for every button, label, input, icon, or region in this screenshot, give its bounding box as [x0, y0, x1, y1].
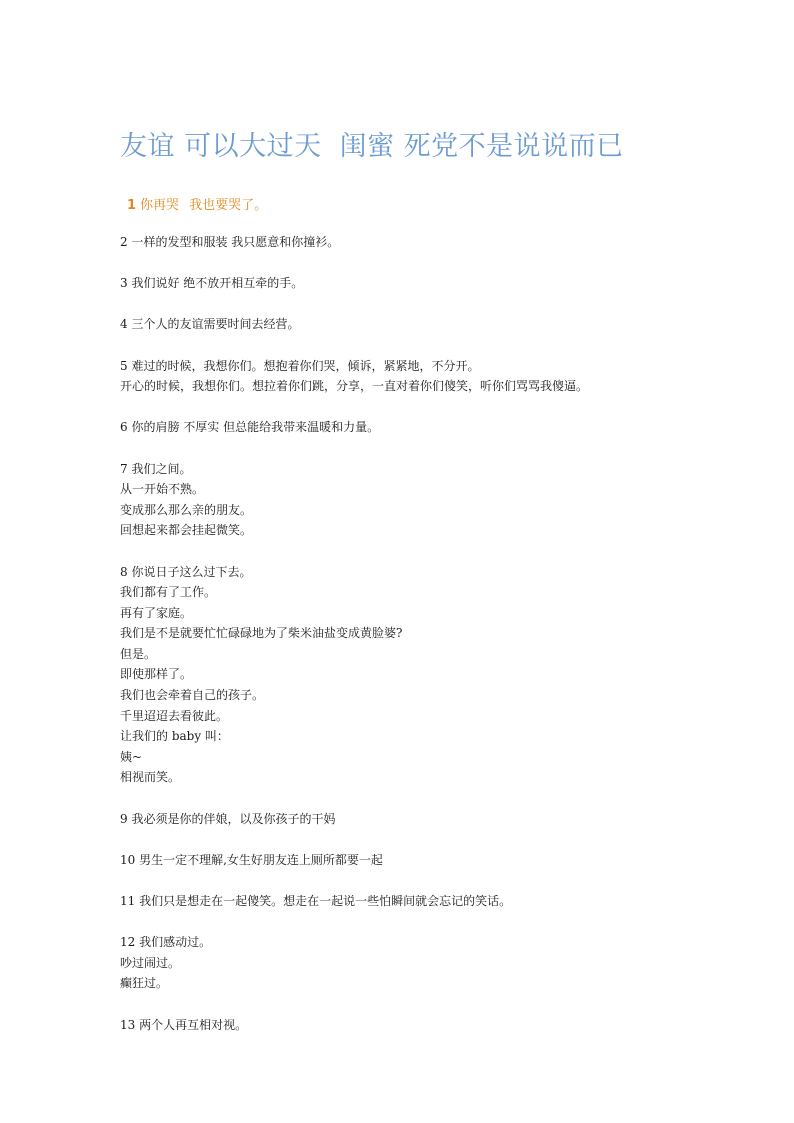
- paragraph: [120, 232, 720, 253]
- paragraph: [120, 356, 720, 397]
- paragraph: [120, 891, 720, 912]
- paragraph-line: 3 我们说好 绝不放开相互牵的手。: [120, 276, 304, 291]
- paragraph-line: 我们是不是就要忙忙碌碌地为了柴米油盐变成黄脸婆?: [120, 626, 403, 641]
- paragraph-line: 姨~: [120, 749, 143, 764]
- paragraph-line: 相视而笑。: [120, 770, 181, 785]
- first-item-text-1: 你再哭: [140, 198, 180, 213]
- paragraph: [120, 1015, 720, 1036]
- document-body: [120, 232, 720, 1056]
- paragraph-line: 癫狂过。: [120, 976, 169, 991]
- paragraph-line: 变成那么那么亲的朋友。: [120, 502, 253, 517]
- paragraph-line: 让我们的 baby 叫：: [120, 729, 229, 744]
- paragraph-line: 6 你的肩膀 不厚实 但总能给我带来温暖和力量。: [120, 420, 380, 435]
- paragraph-line: 8 你说日子这么过下去。: [120, 564, 252, 579]
- first-item-heading: [127, 194, 267, 213]
- paragraph-line: 回想起来都会挂起微笑。: [120, 523, 253, 538]
- paragraph-line: 再有了家庭。: [120, 605, 193, 620]
- paragraph-line: 10 男生一定不理解,女生好朋友连上厕所都要一起: [120, 852, 383, 867]
- paragraph-line: 11 我们只是想走在一起傻笑。想走在一起说一些怕瞬间就会忘记的笑话。: [120, 894, 512, 908]
- paragraph-line: 9 我必须是你的伴娘，以及你孩子的干妈: [120, 811, 336, 826]
- paragraph: [120, 850, 720, 871]
- paragraph: [120, 273, 720, 294]
- paragraph: [120, 459, 720, 541]
- paragraph-line: 开心的时候，我想你们。想拉着你们跳，分享，一直对着你们傻笑，听你们骂骂我傻逼。: [120, 379, 589, 394]
- paragraph-line: 我们也会牵着自己的孩子。: [120, 688, 265, 703]
- paragraph-line: 但是。: [120, 646, 157, 661]
- paragraph-line: 7 我们之间。: [120, 461, 192, 476]
- paragraph-line: 12 我们感动过。: [120, 935, 212, 950]
- paragraph: [120, 932, 720, 994]
- paragraph-line: 13 两个人再互相对视。: [120, 1017, 248, 1032]
- paragraph: [120, 809, 720, 830]
- document-title: [120, 124, 624, 163]
- first-item-text-2: 我也要哭了。: [189, 198, 268, 213]
- first-item-number: 1: [127, 198, 137, 213]
- paragraph-line: 千里迢迢去看彼此。: [120, 708, 229, 723]
- paragraph-line: 吵过闹过。: [120, 955, 181, 970]
- paragraph-line: 从一开始不熟。: [120, 482, 205, 497]
- paragraph-line: 2 一样的发型和服装 我只愿意和你撞衫。: [120, 235, 340, 249]
- paragraph-line: 即使那样了。: [120, 667, 193, 682]
- paragraph: [120, 417, 720, 438]
- paragraph-line: 4 三个人的友谊需要时间去经营。: [120, 317, 300, 332]
- paragraph-line: 我们都有了工作。: [120, 585, 217, 600]
- title-part-1: 友谊 可以大过天: [120, 131, 322, 162]
- paragraph-line: 5 难过的时候，我想你们。想抱着你们哭，倾诉，紧紧地，不分开。: [120, 358, 480, 373]
- paragraph: [120, 314, 720, 335]
- title-part-2: 闺蜜 死党不是说说而已: [339, 131, 624, 162]
- paragraph: [120, 562, 720, 789]
